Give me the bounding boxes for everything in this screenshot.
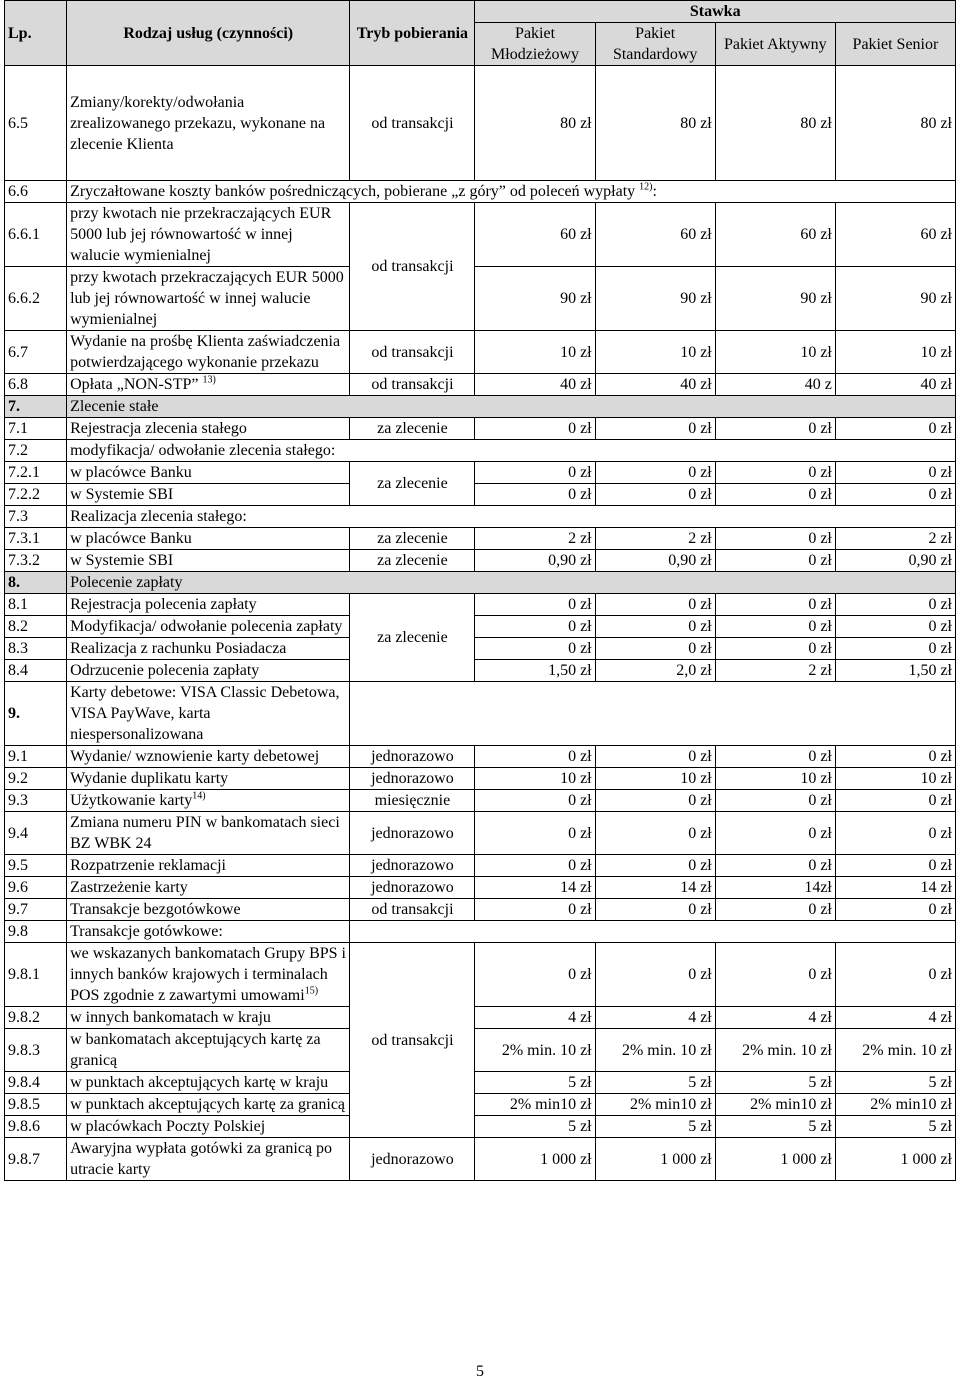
- row-service: Transakcje bezgotówkowe: [67, 899, 350, 921]
- row-service: Modyfikacja/ odwołanie polecenia zapłaty: [67, 616, 350, 638]
- row-lp: 9.2: [5, 768, 67, 790]
- header-rate: Stawka: [475, 1, 956, 23]
- row-lp: 9.1: [5, 746, 67, 768]
- row-service: w innych bankomatach w kraju: [67, 1007, 350, 1029]
- row-lp: 8.2: [5, 616, 67, 638]
- row-lp: 6.6: [5, 181, 67, 203]
- row-value-youth: 0 zł: [475, 790, 595, 812]
- row-service: Zastrzeżenie karty: [67, 877, 350, 899]
- row-value-youth: 10 zł: [475, 768, 595, 790]
- row-service: Realizacja z rachunku Posiadacza: [67, 638, 350, 660]
- header-package-youth: Pakiet Młodzieżowy: [475, 23, 595, 66]
- row-lp: 7.2.1: [5, 462, 67, 484]
- row-value-senior: 60 zł: [835, 203, 955, 267]
- row-value-senior: 90 zł: [835, 267, 955, 331]
- row-service: [67, 943, 350, 1007]
- row-value-standard: 1 000 zł: [595, 1138, 715, 1181]
- header-package-active: Pakiet Aktywny: [715, 23, 835, 66]
- row-lp: 6.8: [5, 374, 67, 396]
- row-value-youth: 0 zł: [475, 462, 595, 484]
- row-value-standard: 0 zł: [595, 616, 715, 638]
- row-mode: od transakcji: [350, 899, 475, 921]
- row-value-active: 40 z: [715, 374, 835, 396]
- row-value-youth: 1 000 zł: [475, 1138, 595, 1181]
- row-value-active: 0 zł: [715, 550, 835, 572]
- section-title: Polecenie zapłaty: [67, 572, 956, 594]
- table-row: [5, 506, 956, 528]
- row-lp: 6.6.2: [5, 267, 67, 331]
- row-value-active: 0 zł: [715, 943, 835, 1007]
- table-row: [5, 746, 956, 768]
- row-value-youth: 10 zł: [475, 331, 595, 374]
- table-row: [5, 1116, 956, 1138]
- section-empty: [350, 682, 956, 746]
- footnote-ref: 12): [639, 181, 653, 193]
- row-service-text: Opłata „NON-STP”: [70, 376, 199, 393]
- row-value-standard: 4 zł: [595, 1007, 715, 1029]
- row-service: w placówce Banku: [67, 528, 350, 550]
- row-value-senior: 0 zł: [835, 594, 955, 616]
- row-value-youth: 0 zł: [475, 638, 595, 660]
- table-row: [5, 66, 956, 181]
- table-row: [5, 462, 956, 484]
- row-value-standard: 0 zł: [595, 943, 715, 1007]
- row-value-youth: 0,90 zł: [475, 550, 595, 572]
- row-value-active: 5 zł: [715, 1116, 835, 1138]
- row-value-active: 0 zł: [715, 462, 835, 484]
- row-value-standard: 5 zł: [595, 1116, 715, 1138]
- row-mode: za zlecenie: [350, 418, 475, 440]
- row-mode: za zlecenie: [350, 550, 475, 572]
- row-value-youth: 14 zł: [475, 877, 595, 899]
- row-mode: jednorazowo: [350, 1138, 475, 1181]
- row-lp: 9.3: [5, 790, 67, 812]
- row-value-youth: 0 zł: [475, 616, 595, 638]
- row-service: Zmiana numeru PIN w bankomatach sieci BZ WBK 24: [67, 812, 350, 855]
- section-row: [5, 572, 956, 594]
- section-lp: 9.: [5, 682, 67, 746]
- row-mode: jednorazowo: [350, 768, 475, 790]
- table-row: [5, 921, 956, 943]
- row-value-standard: 5 zł: [595, 1072, 715, 1094]
- row-value-standard: 90 zł: [595, 267, 715, 331]
- row-mode: za zlecenie: [350, 594, 475, 682]
- table-row: [5, 374, 956, 396]
- row-value-senior: 10 zł: [835, 331, 955, 374]
- row-value-senior: 0 zł: [835, 812, 955, 855]
- fee-table: [4, 0, 956, 1181]
- table-row: [5, 550, 956, 572]
- section-title: Zlecenie stałe: [67, 396, 956, 418]
- row-value-senior: 40 zł: [835, 374, 955, 396]
- section-row: [5, 396, 956, 418]
- row-service: Realizacja zlecenia stałego:: [67, 506, 956, 528]
- row-value-active: 2% min. 10 zł: [715, 1029, 835, 1072]
- table-row: [5, 812, 956, 855]
- row-value-senior: 2 zł: [835, 528, 955, 550]
- row-value-senior: 4 zł: [835, 1007, 955, 1029]
- row-lp: 8.1: [5, 594, 67, 616]
- row-service: Odrzucenie polecenia zapłaty: [67, 660, 350, 682]
- row-lp: 9.7: [5, 899, 67, 921]
- row-value-youth: 0 zł: [475, 418, 595, 440]
- row-value-active: 4 zł: [715, 1007, 835, 1029]
- table-row: [5, 790, 956, 812]
- row-value-senior: 0 zł: [835, 855, 955, 877]
- row-lp: 9.8.7: [5, 1138, 67, 1181]
- row-value-standard: 14 zł: [595, 877, 715, 899]
- table-row: [5, 943, 956, 1007]
- table-row: [5, 855, 956, 877]
- row-lp: 7.2: [5, 440, 67, 462]
- row-value-senior: 2% min. 10 zł: [835, 1029, 955, 1072]
- row-value-active: 0 zł: [715, 638, 835, 660]
- row-value-standard: 0 zł: [595, 462, 715, 484]
- row-value-standard: 60 zł: [595, 203, 715, 267]
- row-lp: 9.8: [5, 921, 67, 943]
- table-row: [5, 203, 956, 267]
- row-value-standard: 0,90 zł: [595, 550, 715, 572]
- table-header-row: [5, 1, 956, 23]
- header-service-name: Rodzaj usług (czynności): [67, 1, 350, 66]
- row-service: Zmiany/korekty/odwołania zrealizowanego przekazu, wykonane na zlecenie Klienta: [67, 66, 350, 181]
- header-package-standard: Pakiet Standardowy: [595, 23, 715, 66]
- row-value-active: 0 zł: [715, 484, 835, 506]
- table-row: [5, 768, 956, 790]
- row-value-youth: 40 zł: [475, 374, 595, 396]
- row-value-standard: 0 zł: [595, 484, 715, 506]
- table-row: [5, 660, 956, 682]
- row-service: przy kwotach przekraczających EUR 5000 lub jej równowartość w innej walucie wymienialnej: [67, 267, 350, 331]
- row-value-senior: 5 zł: [835, 1072, 955, 1094]
- row-value-youth: 5 zł: [475, 1116, 595, 1138]
- row-empty: [350, 921, 956, 943]
- row-value-active: 0 zł: [715, 812, 835, 855]
- row-lp: 9.5: [5, 855, 67, 877]
- row-value-youth: 2 zł: [475, 528, 595, 550]
- table-row: [5, 1138, 956, 1181]
- row-lp: 9.8.5: [5, 1094, 67, 1116]
- row-value-senior: 0 zł: [835, 462, 955, 484]
- row-value-standard: 0 zł: [595, 790, 715, 812]
- row-value-senior: 0 zł: [835, 899, 955, 921]
- table-row: [5, 594, 956, 616]
- row-value-active: 2% min10 zł: [715, 1094, 835, 1116]
- footnote-ref: 13): [202, 374, 216, 386]
- table-row: [5, 1029, 956, 1072]
- row-value-senior: 0,90 zł: [835, 550, 955, 572]
- header-package-senior: Pakiet Senior: [835, 23, 955, 66]
- row-value-standard: 0 zł: [595, 638, 715, 660]
- row-value-standard: 0 zł: [595, 594, 715, 616]
- row-value-active: 0 zł: [715, 746, 835, 768]
- row-value-youth: 0 zł: [475, 855, 595, 877]
- row-mode: jednorazowo: [350, 746, 475, 768]
- table-row: [5, 899, 956, 921]
- row-value-active: 10 zł: [715, 768, 835, 790]
- row-value-senior: 10 zł: [835, 768, 955, 790]
- row-mode: za zlecenie: [350, 462, 475, 506]
- row-lp: 8.4: [5, 660, 67, 682]
- row-value-youth: 0 zł: [475, 812, 595, 855]
- row-value-senior: 14 zł: [835, 877, 955, 899]
- row-service: w bankomatach akceptujących kartę za granicą: [67, 1029, 350, 1072]
- row-value-senior: 1,50 zł: [835, 660, 955, 682]
- row-mode: od transakcji: [350, 66, 475, 181]
- row-value-youth: 0 zł: [475, 899, 595, 921]
- row-mode: od transakcji: [350, 943, 475, 1138]
- row-value-senior: 2% min10 zł: [835, 1094, 955, 1116]
- row-value-active: 0 zł: [715, 418, 835, 440]
- row-service: przy kwotach nie przekraczających EUR 5000 lub jej równowartość w innej walucie wymienialnej: [67, 203, 350, 267]
- row-service-suffix: :: [652, 183, 657, 200]
- header-collection-mode: Tryb pobierania: [350, 1, 475, 66]
- row-service-text: Użytkowanie karty: [70, 792, 193, 809]
- table-row: [5, 638, 956, 660]
- row-service: w placówce Banku: [67, 462, 350, 484]
- row-value-active: 80 zł: [715, 66, 835, 181]
- row-value-youth: 5 zł: [475, 1072, 595, 1094]
- row-value-active: 0 zł: [715, 616, 835, 638]
- row-service: Transakcje gotówkowe:: [67, 921, 350, 943]
- row-value-youth: 60 zł: [475, 203, 595, 267]
- row-service: [67, 790, 350, 812]
- row-service: Rejestracja zlecenia stałego: [67, 418, 350, 440]
- row-value-youth: 0 zł: [475, 594, 595, 616]
- section-lp: 7.: [5, 396, 67, 418]
- row-value-senior: 0 zł: [835, 418, 955, 440]
- section-lp: 8.: [5, 572, 67, 594]
- row-value-active: 5 zł: [715, 1072, 835, 1094]
- row-value-youth: 0 zł: [475, 484, 595, 506]
- table-row: [5, 1007, 956, 1029]
- table-row: [5, 440, 956, 462]
- row-value-standard: 0 zł: [595, 899, 715, 921]
- row-value-active: 1 000 zł: [715, 1138, 835, 1181]
- table-row: [5, 181, 956, 203]
- row-service-text: we wskazanych bankomatach Grupy BPS i innych banków krajowych i terminalach POS zgodnie z zawartymi umowami: [70, 945, 346, 1004]
- row-lp: 9.8.3: [5, 1029, 67, 1072]
- row-service: w punktach akceptujących kartę w kraju: [67, 1072, 350, 1094]
- row-value-standard: 2 zł: [595, 528, 715, 550]
- table-row: [5, 528, 956, 550]
- row-service: Awaryjna wypłata gotówki za granicą po utracie karty: [67, 1138, 350, 1181]
- row-lp: 8.3: [5, 638, 67, 660]
- row-value-senior: 0 zł: [835, 638, 955, 660]
- row-service: Rozpatrzenie reklamacji: [67, 855, 350, 877]
- row-value-youth: 80 zł: [475, 66, 595, 181]
- row-value-youth: 4 zł: [475, 1007, 595, 1029]
- table-row: [5, 418, 956, 440]
- table-row: [5, 1072, 956, 1094]
- row-lp: 6.6.1: [5, 203, 67, 267]
- row-value-active: 0 zł: [715, 855, 835, 877]
- row-lp: 9.8.1: [5, 943, 67, 1007]
- row-value-active: 90 zł: [715, 267, 835, 331]
- row-value-standard: 2% min10 zł: [595, 1094, 715, 1116]
- row-value-active: 0 zł: [715, 790, 835, 812]
- row-value-standard: 40 zł: [595, 374, 715, 396]
- row-value-standard: 2% min. 10 zł: [595, 1029, 715, 1072]
- row-lp: 7.2.2: [5, 484, 67, 506]
- row-value-active: 0 zł: [715, 594, 835, 616]
- row-service: Wydanie na prośbę Klienta zaświadczenia potwierdzającego wykonanie przekazu: [67, 331, 350, 374]
- row-service: w Systemie SBI: [67, 484, 350, 506]
- row-value-active: 2 zł: [715, 660, 835, 682]
- row-mode: za zlecenie: [350, 528, 475, 550]
- section-title: Karty debetowe: VISA Classic Debetowa, VISA PayWave, karta niespersonalizowana: [67, 682, 350, 746]
- table-row: [5, 267, 956, 331]
- table-row: [5, 484, 956, 506]
- row-service: Wydanie duplikatu karty: [67, 768, 350, 790]
- row-value-standard: 10 zł: [595, 768, 715, 790]
- row-lp: 7.1: [5, 418, 67, 440]
- row-lp: 6.5: [5, 66, 67, 181]
- row-value-youth: 1,50 zł: [475, 660, 595, 682]
- row-service: w Systemie SBI: [67, 550, 350, 572]
- row-lp: 6.7: [5, 331, 67, 374]
- row-value-active: 10 zł: [715, 331, 835, 374]
- row-service: Wydanie/ wznowienie karty debetowej: [67, 746, 350, 768]
- row-lp: 9.8.4: [5, 1072, 67, 1094]
- row-mode: od transakcji: [350, 374, 475, 396]
- row-value-senior: 0 zł: [835, 616, 955, 638]
- row-mode: jednorazowo: [350, 855, 475, 877]
- row-value-youth: 2% min10 zł: [475, 1094, 595, 1116]
- row-mode: jednorazowo: [350, 877, 475, 899]
- row-lp: 9.8.2: [5, 1007, 67, 1029]
- row-value-senior: 0 zł: [835, 746, 955, 768]
- row-mode: miesięcznie: [350, 790, 475, 812]
- row-service: [67, 374, 350, 396]
- page-number: 5: [476, 1363, 484, 1380]
- row-value-active: 0 zł: [715, 899, 835, 921]
- row-mode: od transakcji: [350, 203, 475, 331]
- table-row: [5, 616, 956, 638]
- row-service: w punktach akceptujących kartę za granicą: [67, 1094, 350, 1116]
- table-row: [5, 1094, 956, 1116]
- row-value-active: 0 zł: [715, 528, 835, 550]
- row-lp: 7.3: [5, 506, 67, 528]
- row-value-standard: 0 zł: [595, 855, 715, 877]
- section-row: [5, 682, 956, 746]
- header-lp: Lp.: [5, 1, 67, 66]
- row-value-standard: 10 zł: [595, 331, 715, 374]
- row-lp: 7.3.2: [5, 550, 67, 572]
- row-mode: jednorazowo: [350, 812, 475, 855]
- row-value-senior: 0 zł: [835, 943, 955, 1007]
- footnote-ref: 15): [304, 985, 319, 997]
- row-lp: 9.4: [5, 812, 67, 855]
- row-value-senior: 5 zł: [835, 1116, 955, 1138]
- row-value-senior: 0 zł: [835, 790, 955, 812]
- row-lp: 9.8.6: [5, 1116, 67, 1138]
- row-value-standard: 80 zł: [595, 66, 715, 181]
- row-value-standard: 0 zł: [595, 746, 715, 768]
- row-service-text: Zryczałtowane koszty banków pośredniczących, pobierane „z góry” od poleceń wypłaty: [70, 183, 636, 200]
- row-value-senior: 80 zł: [835, 66, 955, 181]
- row-value-youth: 0 zł: [475, 746, 595, 768]
- row-value-senior: 1 000 zł: [835, 1138, 955, 1181]
- row-value-senior: 0 zł: [835, 484, 955, 506]
- row-value-standard: 0 zł: [595, 418, 715, 440]
- row-service: Rejestracja polecenia zapłaty: [67, 594, 350, 616]
- row-service: w placówkach Poczty Polskiej: [67, 1116, 350, 1138]
- row-value-active: 60 zł: [715, 203, 835, 267]
- row-value-youth: 90 zł: [475, 267, 595, 331]
- row-value-youth: 0 zł: [475, 943, 595, 1007]
- row-value-standard: 2,0 zł: [595, 660, 715, 682]
- table-row: [5, 877, 956, 899]
- row-service: [67, 181, 956, 203]
- row-lp: 9.6: [5, 877, 67, 899]
- row-service: modyfikacja/ odwołanie zlecenia stałego:: [67, 440, 956, 462]
- footnote-ref: 14): [192, 790, 206, 802]
- row-value-active: 14zł: [715, 877, 835, 899]
- row-lp: 7.3.1: [5, 528, 67, 550]
- row-mode: od transakcji: [350, 331, 475, 374]
- table-row: [5, 331, 956, 374]
- row-value-standard: 0 zł: [595, 812, 715, 855]
- row-value-youth: 2% min. 10 zł: [475, 1029, 595, 1072]
